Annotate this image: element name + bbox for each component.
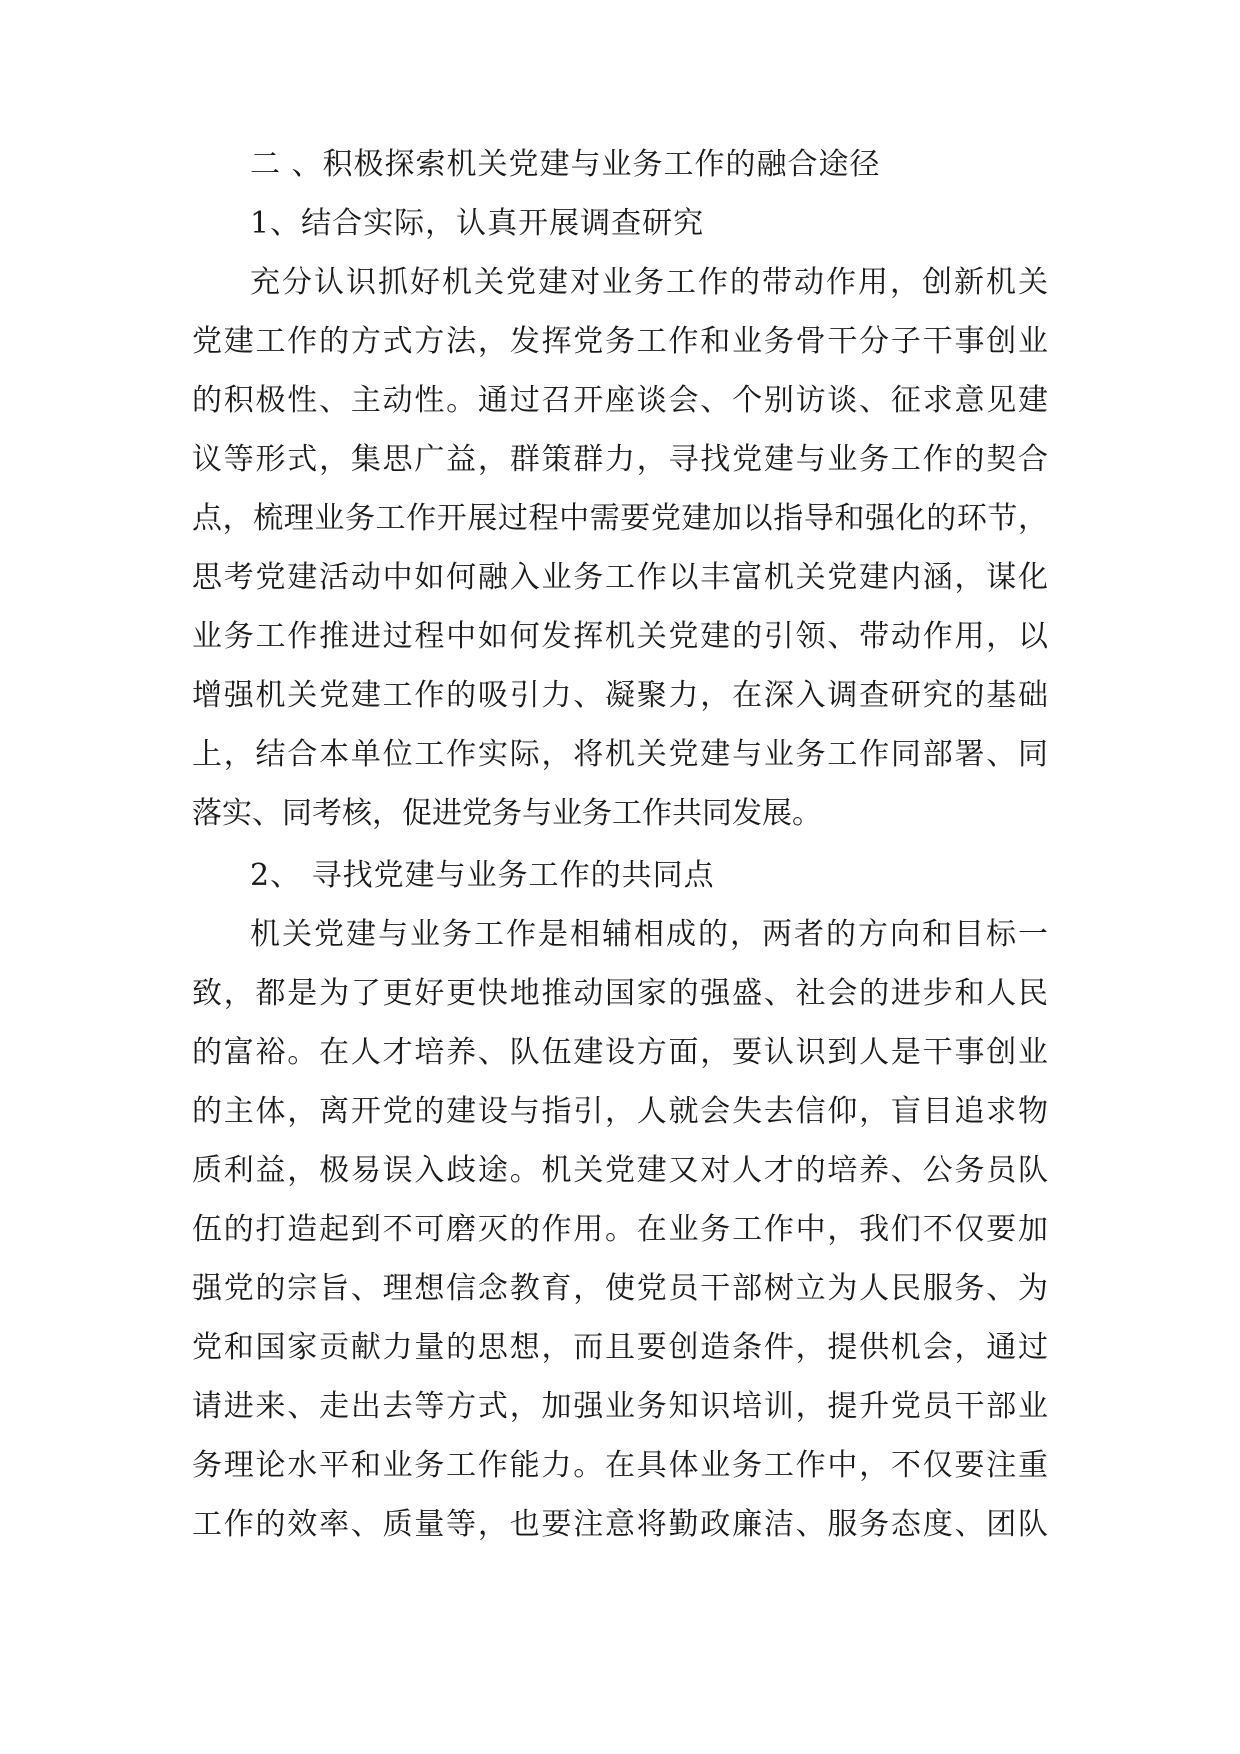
paragraph-2-line: 强党的宗旨、理想信念教育，使党员干部树立为人民服务、为 xyxy=(192,1271,1048,1306)
paragraph-2-line: 的主体，离开党的建设与指引，人就会失去信仰，盲目追求物 xyxy=(192,1094,1048,1129)
paragraph-2-line: 务理论水平和业务工作能力。在具体业务工作中，不仅要注重 xyxy=(192,1448,1048,1483)
paragraph-1-line: 党建工作的方式方法，发挥党务工作和业务骨干分子干事创业 xyxy=(192,324,1048,359)
section-heading: 二 、积极探索机关党建与业务工作的融合途径 xyxy=(250,147,881,182)
paragraph-1-line: 落实、同考核，促进党务与业务工作共同发展。 xyxy=(192,796,822,831)
paragraph-1-line: 充分认识抓好机关党建对业务工作的带动作用，创新机关 xyxy=(250,265,1048,300)
paragraph-2-line: 请进来、走出去等方式，加强业务知识培训，提升党员干部业 xyxy=(192,1389,1048,1424)
paragraph-2-line: 机关党建与业务工作是相辅相成的，两者的方向和目标一 xyxy=(250,917,1048,952)
paragraph-2-line: 质利益，极易误入歧途。机关党建又对人才的培养、公务员队 xyxy=(192,1153,1048,1188)
paragraph-1-line: 点，梳理业务工作开展过程中需要党建加以指导和强化的环节， xyxy=(192,501,1048,536)
paragraph-1-line: 增强机关党建工作的吸引力、凝聚力，在深入调查研究的基础 xyxy=(192,678,1048,713)
paragraph-2-line: 党和国家贡献力量的思想，而且要创造条件，提供机会，通过 xyxy=(192,1330,1048,1365)
paragraph-2-line: 的富裕。在人才培养、队伍建设方面，要认识到人是干事创业 xyxy=(192,1035,1048,1070)
subheading-2: 2、 寻找党建与业务工作的共同点 xyxy=(250,858,715,893)
paragraph-2-line: 伍的打造起到不可磨灭的作用。在业务工作中，我们不仅要加 xyxy=(192,1212,1048,1247)
paragraph-1-line: 的积极性、主动性。通过召开座谈会、个别访谈、征求意见建 xyxy=(192,383,1048,418)
paragraph-1-line: 业务工作推进过程中如何发挥机关党建的引领、带动作用，以 xyxy=(192,619,1048,654)
paragraph-1-line: 议等形式，集思广益，群策群力，寻找党建与业务工作的契合 xyxy=(192,442,1048,477)
paragraph-2-line: 工作的效率、质量等，也要注意将勤政廉洁、服务态度、团队 xyxy=(192,1507,1048,1542)
subheading-1: 1、结合实际，认真开展调查研究 xyxy=(250,206,705,241)
paragraph-1-line: 上，结合本单位工作实际，将机关党建与业务工作同部署、同 xyxy=(192,737,1048,772)
paragraph-1-line: 思考党建活动中如何融入业务工作以丰富机关党建内涵，谋化 xyxy=(192,560,1048,595)
paragraph-2-line: 致，都是为了更好更快地推动国家的强盛、社会的进步和人民 xyxy=(192,976,1048,1011)
